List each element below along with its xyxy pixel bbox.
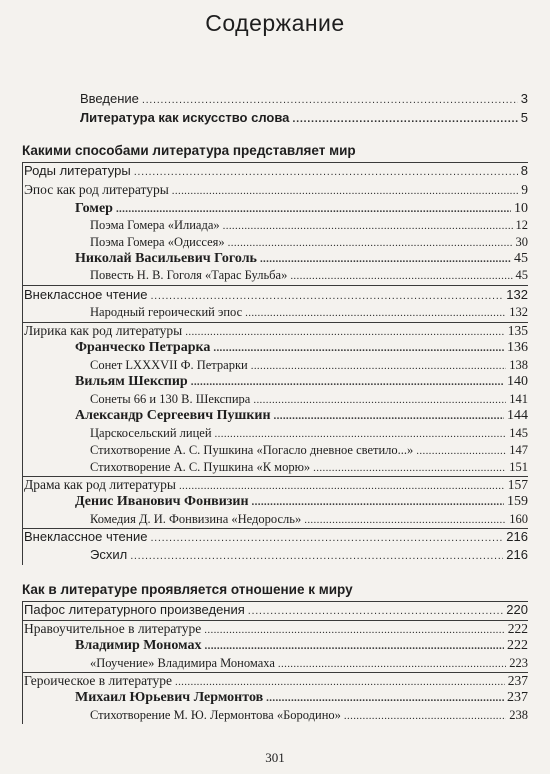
entry-text: Роды литературы: [24, 163, 131, 178]
entry-text: Вильям Шекспир: [75, 374, 188, 389]
toc-entry[interactable]: [24, 476, 528, 494]
toc-entry[interactable]: [90, 546, 528, 564]
toc-entry[interactable]: [90, 303, 528, 321]
entry-text: Эсхил: [90, 547, 128, 562]
section-heading: Как в литературе проявляется отношение к миру: [22, 582, 353, 597]
entry-text: Лирика как род литературы: [24, 323, 183, 338]
entry-page: 141: [509, 392, 528, 406]
page-number: 301: [265, 750, 285, 765]
entry-page: 132: [509, 305, 528, 319]
entry-page: 238: [509, 708, 528, 722]
entry-text: Поэма Гомера «Илиада»: [90, 218, 220, 232]
entry-page: 222: [507, 638, 528, 653]
entry-page: 8: [520, 163, 528, 178]
toc-entry[interactable]: [90, 266, 528, 284]
entry-page: 216: [506, 529, 528, 544]
entry-page: 45: [515, 268, 528, 282]
section-margin-line: [22, 162, 23, 565]
entry-page: 132: [506, 287, 528, 302]
leader-dots: [252, 493, 504, 511]
entry-text: Народный героический эпос: [90, 305, 243, 319]
entry-text: Поэма Гомера «Одиссея»: [90, 235, 225, 249]
entry-text: Александр Сергеевич Пушкин: [75, 408, 271, 423]
leader-dots: [292, 109, 517, 128]
entry-page: 135: [507, 323, 528, 338]
leader-dots: [150, 528, 503, 547]
entry-page: 151: [509, 460, 528, 474]
entry-page: 160: [509, 512, 528, 526]
toc-entry-author[interactable]: [75, 493, 528, 511]
toc-entry-literature-art[interactable]: [80, 109, 528, 127]
entry-page: 5: [520, 110, 528, 125]
leader-dots: [191, 373, 504, 391]
entry-page: 147: [509, 443, 528, 457]
entry-page: 12: [515, 218, 528, 232]
leader-dots: [213, 339, 504, 357]
leader-dots: [274, 407, 504, 425]
entry-text: Стихотворение А. С. Пушкина «К морю»: [90, 460, 311, 474]
entry-text: Сонеты 66 и 130 В. Шекспира: [90, 392, 251, 406]
entry-page: 222: [507, 621, 528, 636]
toc-entry[interactable]: [90, 654, 528, 672]
entry-text: Героическое в литературе: [24, 673, 172, 688]
entry-text: Внеклассное чтение: [24, 529, 148, 544]
leader-dots: [134, 162, 518, 181]
leader-dots: [344, 706, 506, 725]
entry-page: 9: [521, 182, 528, 197]
toc-entry[interactable]: [24, 672, 528, 690]
toc-entry[interactable]: [90, 458, 528, 476]
entry-text: Введение: [80, 91, 139, 106]
section-margin-line: [22, 601, 23, 724]
entry-page: 220: [506, 602, 528, 617]
entry-page: 138: [509, 358, 528, 372]
entry-page: 140: [507, 374, 528, 389]
toc-entry[interactable]: [90, 216, 528, 234]
leader-dots: [205, 637, 505, 655]
entry-text: Сонет LXXXVII Ф. Петрарки: [90, 358, 248, 372]
leader-dots: [313, 458, 506, 477]
entry-page: 216: [506, 547, 528, 562]
toc-entry-extra-reading[interactable]: [24, 528, 528, 546]
entry-page: 237: [507, 673, 528, 688]
toc-entry[interactable]: [90, 510, 528, 528]
toc-entry-author[interactable]: [75, 407, 528, 425]
toc-entry-author[interactable]: [75, 689, 528, 707]
toc-entry-author[interactable]: [75, 339, 528, 357]
leader-dots: [290, 266, 512, 285]
toc-entry-intro[interactable]: [80, 90, 528, 108]
entry-text: Денис Иванович Фонвизин: [75, 494, 249, 509]
entry-page: 145: [509, 426, 528, 440]
entry-text: Гомер: [75, 201, 113, 216]
toc-entry[interactable]: [90, 424, 528, 442]
entry-text: Повесть Н. В. Гоголя «Тарас Бульба»: [90, 268, 288, 282]
entry-text: Пафос литературного произведения: [24, 602, 245, 617]
toc-entry-author[interactable]: [75, 373, 528, 391]
entry-text: Стихотворение М. Ю. Лермонтова «Бородино»: [90, 708, 341, 722]
leader-dots: [248, 601, 504, 620]
toc-entry[interactable]: [90, 233, 528, 251]
toc-entry[interactable]: [24, 322, 528, 340]
toc-entry[interactable]: [24, 601, 528, 619]
leader-dots: [266, 689, 504, 707]
leader-dots: [304, 510, 506, 529]
entry-text: Литература как искусство слова: [80, 110, 290, 125]
toc-entry-author[interactable]: [75, 637, 528, 655]
entry-page: 223: [509, 656, 528, 670]
page-title: Содержание: [205, 10, 345, 36]
entry-text: Внеклассное чтение: [24, 287, 148, 302]
entry-text: Владимир Мономах: [75, 638, 202, 653]
toc-entry[interactable]: [90, 356, 528, 374]
toc-entry[interactable]: [24, 162, 528, 180]
toc-entry[interactable]: [24, 181, 528, 199]
leader-dots: [245, 303, 506, 322]
entry-text: Эпос как род литературы: [24, 182, 169, 197]
leader-dots: [278, 654, 506, 673]
toc-entry[interactable]: [90, 441, 528, 459]
entry-page: 237: [507, 690, 528, 705]
entry-text: Драма как род литературы: [24, 477, 176, 492]
entry-page: 45: [514, 251, 528, 266]
toc-entry[interactable]: [90, 390, 528, 408]
leader-dots: [172, 181, 518, 200]
entry-page: 3: [520, 91, 528, 106]
entry-text: Стихотворение А. С. Пушкина «Погасло дневное светило...»: [90, 443, 414, 457]
entry-text: Царскосельский лицей: [90, 426, 212, 440]
entry-text: «Поучение» Владимира Мономаха: [90, 656, 275, 670]
entry-text: Николай Васильевич Гоголь: [75, 251, 257, 266]
entry-page: 159: [507, 494, 528, 509]
entry-page: 157: [507, 477, 528, 492]
toc-entry[interactable]: [24, 620, 528, 638]
toc-entry-extra-reading[interactable]: [24, 286, 528, 304]
leader-dots: [130, 546, 503, 565]
entry-page: 144: [507, 408, 528, 423]
entry-text: Комедия Д. И. Фонвизина «Недоросль»: [90, 512, 302, 526]
section-heading: Какими способами литература представляет мир: [22, 143, 356, 158]
entry-page: 10: [514, 201, 528, 216]
leader-dots: [142, 90, 518, 109]
entry-page: 30: [515, 235, 528, 249]
entry-text: Михаил Юрьевич Лермонтов: [75, 690, 264, 705]
entry-text: Франческо Петрарка: [75, 340, 211, 355]
toc-entry[interactable]: [90, 706, 528, 724]
entry-page: 136: [507, 340, 528, 355]
entry-text: Нравоучительное в литературе: [24, 621, 202, 636]
